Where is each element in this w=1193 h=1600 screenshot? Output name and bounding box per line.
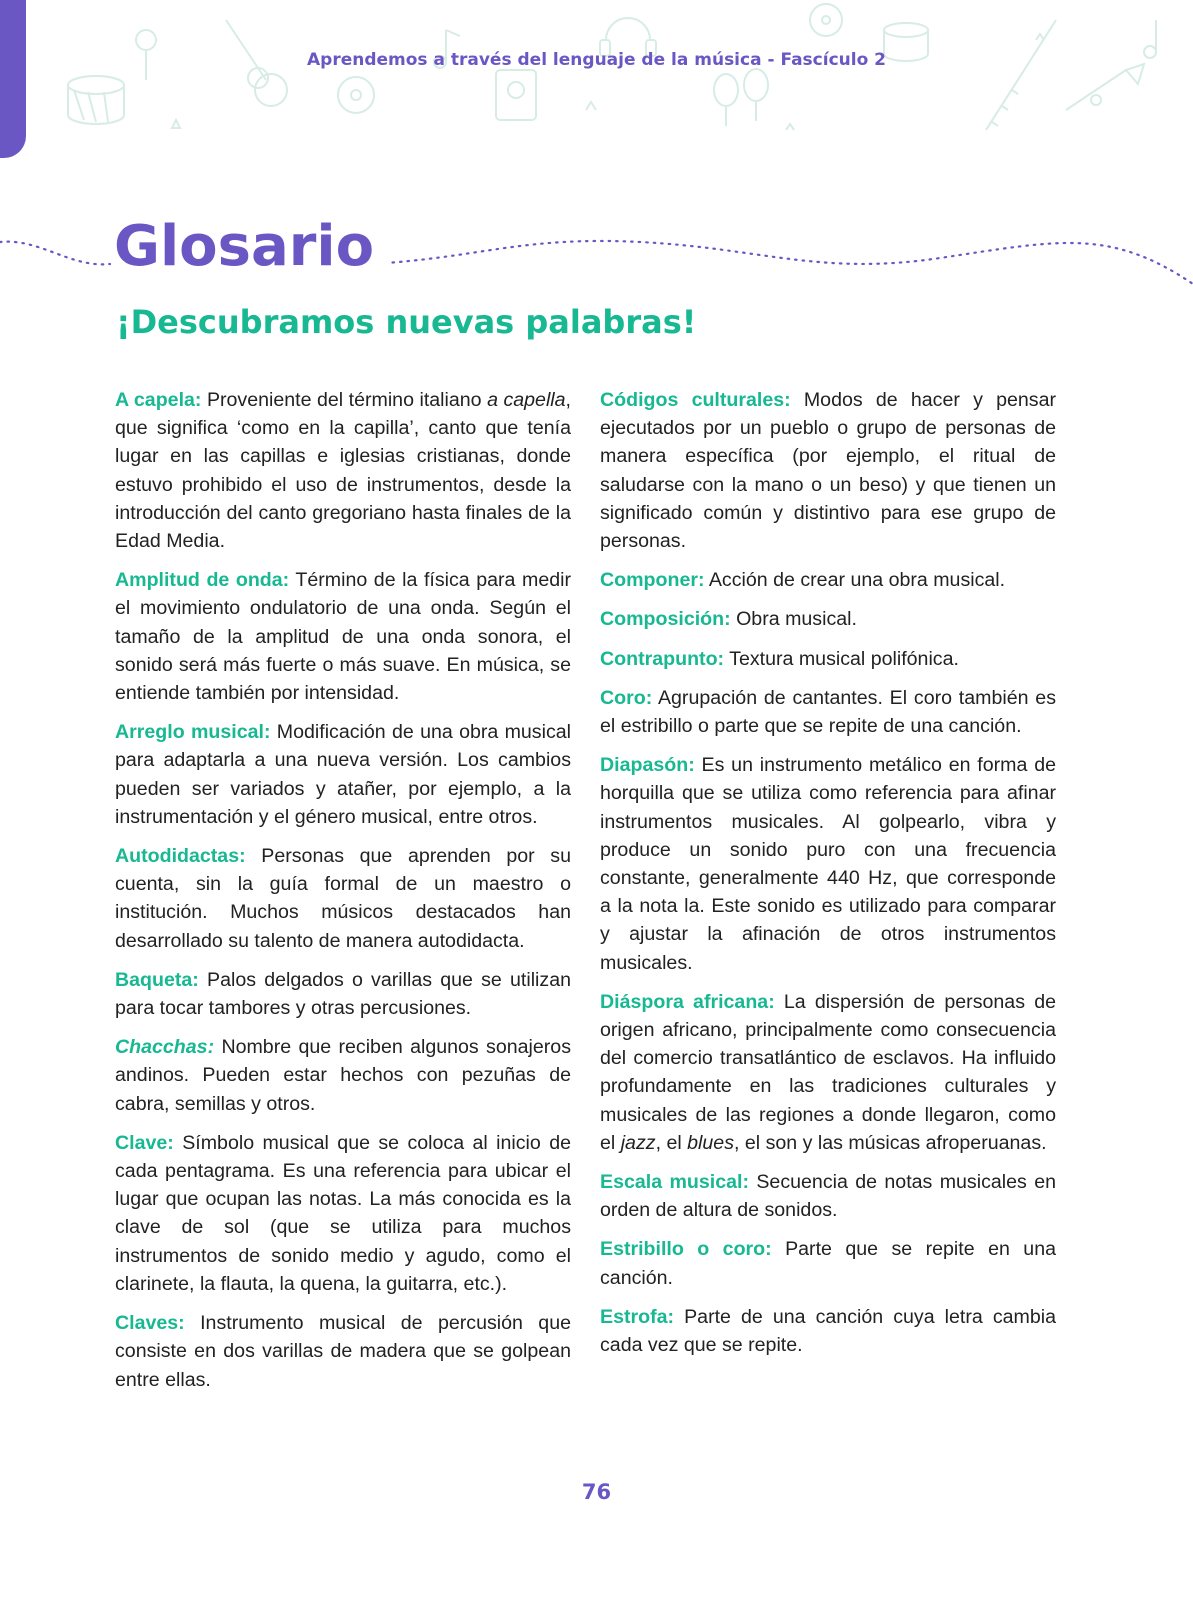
glossary-term: Estrofa: [600,1305,675,1328]
vinyl-record-icon [338,77,374,113]
glossary-entry-codigos-culturales [600,386,1056,555]
glossary-entry-coro [600,684,1056,740]
glossary-term: Arreglo musical: [115,721,271,744]
glossary-entry-estrofa [600,1303,1056,1359]
definition-text: Modificación de una obra musical para adaptarla a una nueva versión. Los cambios pueden ser variados y atañer, por ejemplo, a la instrumentación y el género musical, entre otros. [115,721,571,828]
trumpet-icon [1066,64,1144,110]
drum-icon [68,76,124,124]
maracas-icon [714,69,768,126]
glossary-entry-estribillo-o-coro [600,1235,1056,1291]
cajon-icon [496,70,536,120]
definition-text: Obra musical. [730,608,857,631]
glossary-entry-chacchas [115,1033,571,1118]
definition-text: , que significa ‘como en la capilla’, canto que tenía lugar en las capillas e iglesias cristianas, donde estuvo prohibido el uso de instrumentos, desde la introducción del canto gregoriano hasta finales de la Edad Media. [115,389,571,553]
glossary-entry-escala-musical [600,1168,1056,1224]
glossary-entry-diapason [600,751,1056,977]
glossary-entry-composicion [600,605,1056,633]
glossary-term: Contrapunto: [600,647,725,670]
glossary-entry-clave [115,1129,571,1298]
definition-text: Nombre que reciben algunos sonajeros andinos. Pueden estar hechos con pezuñas de cabra, semillas y otros. [115,1036,571,1115]
definition-text: Textura musical polifónica. [724,647,959,670]
glossary-left-column [115,386,571,1405]
definition-text: Es un instrumento metálico en forma de horquilla que se utiliza como referencia para afinar instrumentos musicales. Al golpearlo, vibra y produce un sonido puro con una frecuencia constante, generalmente 440 Hz, que corresponde a la nota la. Este sonido es utilizado para comparar y ajustar la afinación de otros instrumentos musicales. [600,754,1056,974]
glossary-term: Autodidactas: [115,845,246,868]
left-edge-tab [0,0,26,158]
glossary-term: Escala musical: [600,1171,749,1194]
music-doodles-banner [26,0,1193,150]
definition-italic-text: a capella [487,389,566,411]
glossary-term: Claves: [115,1312,185,1335]
glossary-term: Componer: [600,569,705,592]
glossary-term: Baqueta: [115,968,199,991]
glossary-term: Clave: [115,1131,174,1154]
definition-italic-text: blues [687,1131,734,1154]
definition-text: Secuencia de notas musicales en orden de altura de sonidos. [600,1171,1056,1222]
definition-text: Parte que se repite en una canción. [600,1238,1056,1289]
glossary-term: Composición: [600,608,731,631]
glossary-term: Diáspora africana: [600,990,775,1013]
glossary-entry-componer [600,566,1056,594]
glossary-term: Estribillo o coro: [600,1238,772,1261]
running-head: Aprendemos a través del lenguaje de la música - Fascículo 2 [307,50,886,70]
flute-icon [986,20,1056,130]
definition-text: Modos de hacer y pensar ejecutados por un pueblo o grupo de personas de manera específica (por ejemplo, el ritual de saludarse con la mano o un beso) y que tienen un significado común y distintivo para ese grupo de personas. [600,389,1056,553]
definition-italic-text: jazz [620,1131,656,1154]
glossary-term: A capela: [115,389,202,411]
page-title: Glosario [114,213,388,280]
definition-text: Personas que aprenden por su cuenta, sin la guía formal de un maestro o institución. Muchos músicos destacados han desarrollado su talento de manera autodidacta. [115,845,571,952]
definition-text: , el [655,1131,688,1154]
glossary-entry-a-capela [115,386,571,555]
glossary-term: Diapasón: [600,754,695,777]
definition-text: , el son y las músicas afroperuanas. [734,1131,1047,1154]
definition-text: Término de la física para medir el movimiento ondulatorio de una onda. Según el tamaño de la amplitud de una onda sonora, el sonido será más fuerte o más suave. En música, se entiende también por intensidad. [115,569,571,705]
definition-text: Agrupación de cantantes. El coro también es el estribillo o parte que se repite de una canción. [600,686,1056,738]
glossary-term: Coro: [600,686,653,709]
definition-text: Instrumento musical de percusión que consiste en dos varillas de madera que se golpean entre ellas. [115,1312,571,1391]
definition-text: Símbolo musical que se coloca al inicio de cada pentagrama. Es una referencia para ubicar el lugar que ocupan las notas. La más conocida es la clave de sol (que se utiliza para muchos instrumentos de sonido medio y agudo, como el clarinete, la flauta, la quena, la guitarra, etc.). [115,1131,571,1295]
page-number: 76 [581,1480,612,1504]
glossary-entry-arreglo-musical [115,718,571,831]
glossary-entry-autodidactas [115,842,571,955]
glossary-right-column [600,386,1056,1370]
glossary-entry-baqueta [115,966,571,1022]
glossary-term: Códigos culturales: [600,389,791,411]
definition-text: Palos delgados o varillas que se utilizan para tocar tambores y otras percusiones. [115,968,571,1020]
glossary-entry-contrapunto [600,645,1056,673]
glossary-term: Amplitud de onda: [115,569,290,592]
page-subtitle: ¡Descubramos nuevas palabras! [116,303,697,341]
definition-text: La dispersión de personas de origen africano, principalmente como consecuencia del comercio transatlántico de esclavos. Ha influido profundamente en las tradiciones culturales y musicales de las regiones a donde llegaron, como el [600,990,1056,1154]
glossary-entry-claves [115,1309,571,1394]
glossary-entry-diaspora-africana [600,988,1056,1157]
definition-text: Parte de una canción cuya letra cambia cada vez que se repite. [600,1305,1056,1357]
glossary-entry-amplitud-de-onda [115,566,571,707]
vinyl-record-icon [810,4,842,36]
definition-text: Acción de crear una obra musical. [704,569,1006,592]
definition-text: Proveniente del término italiano [201,389,488,411]
glossary-term: Chacchas: [115,1036,215,1059]
